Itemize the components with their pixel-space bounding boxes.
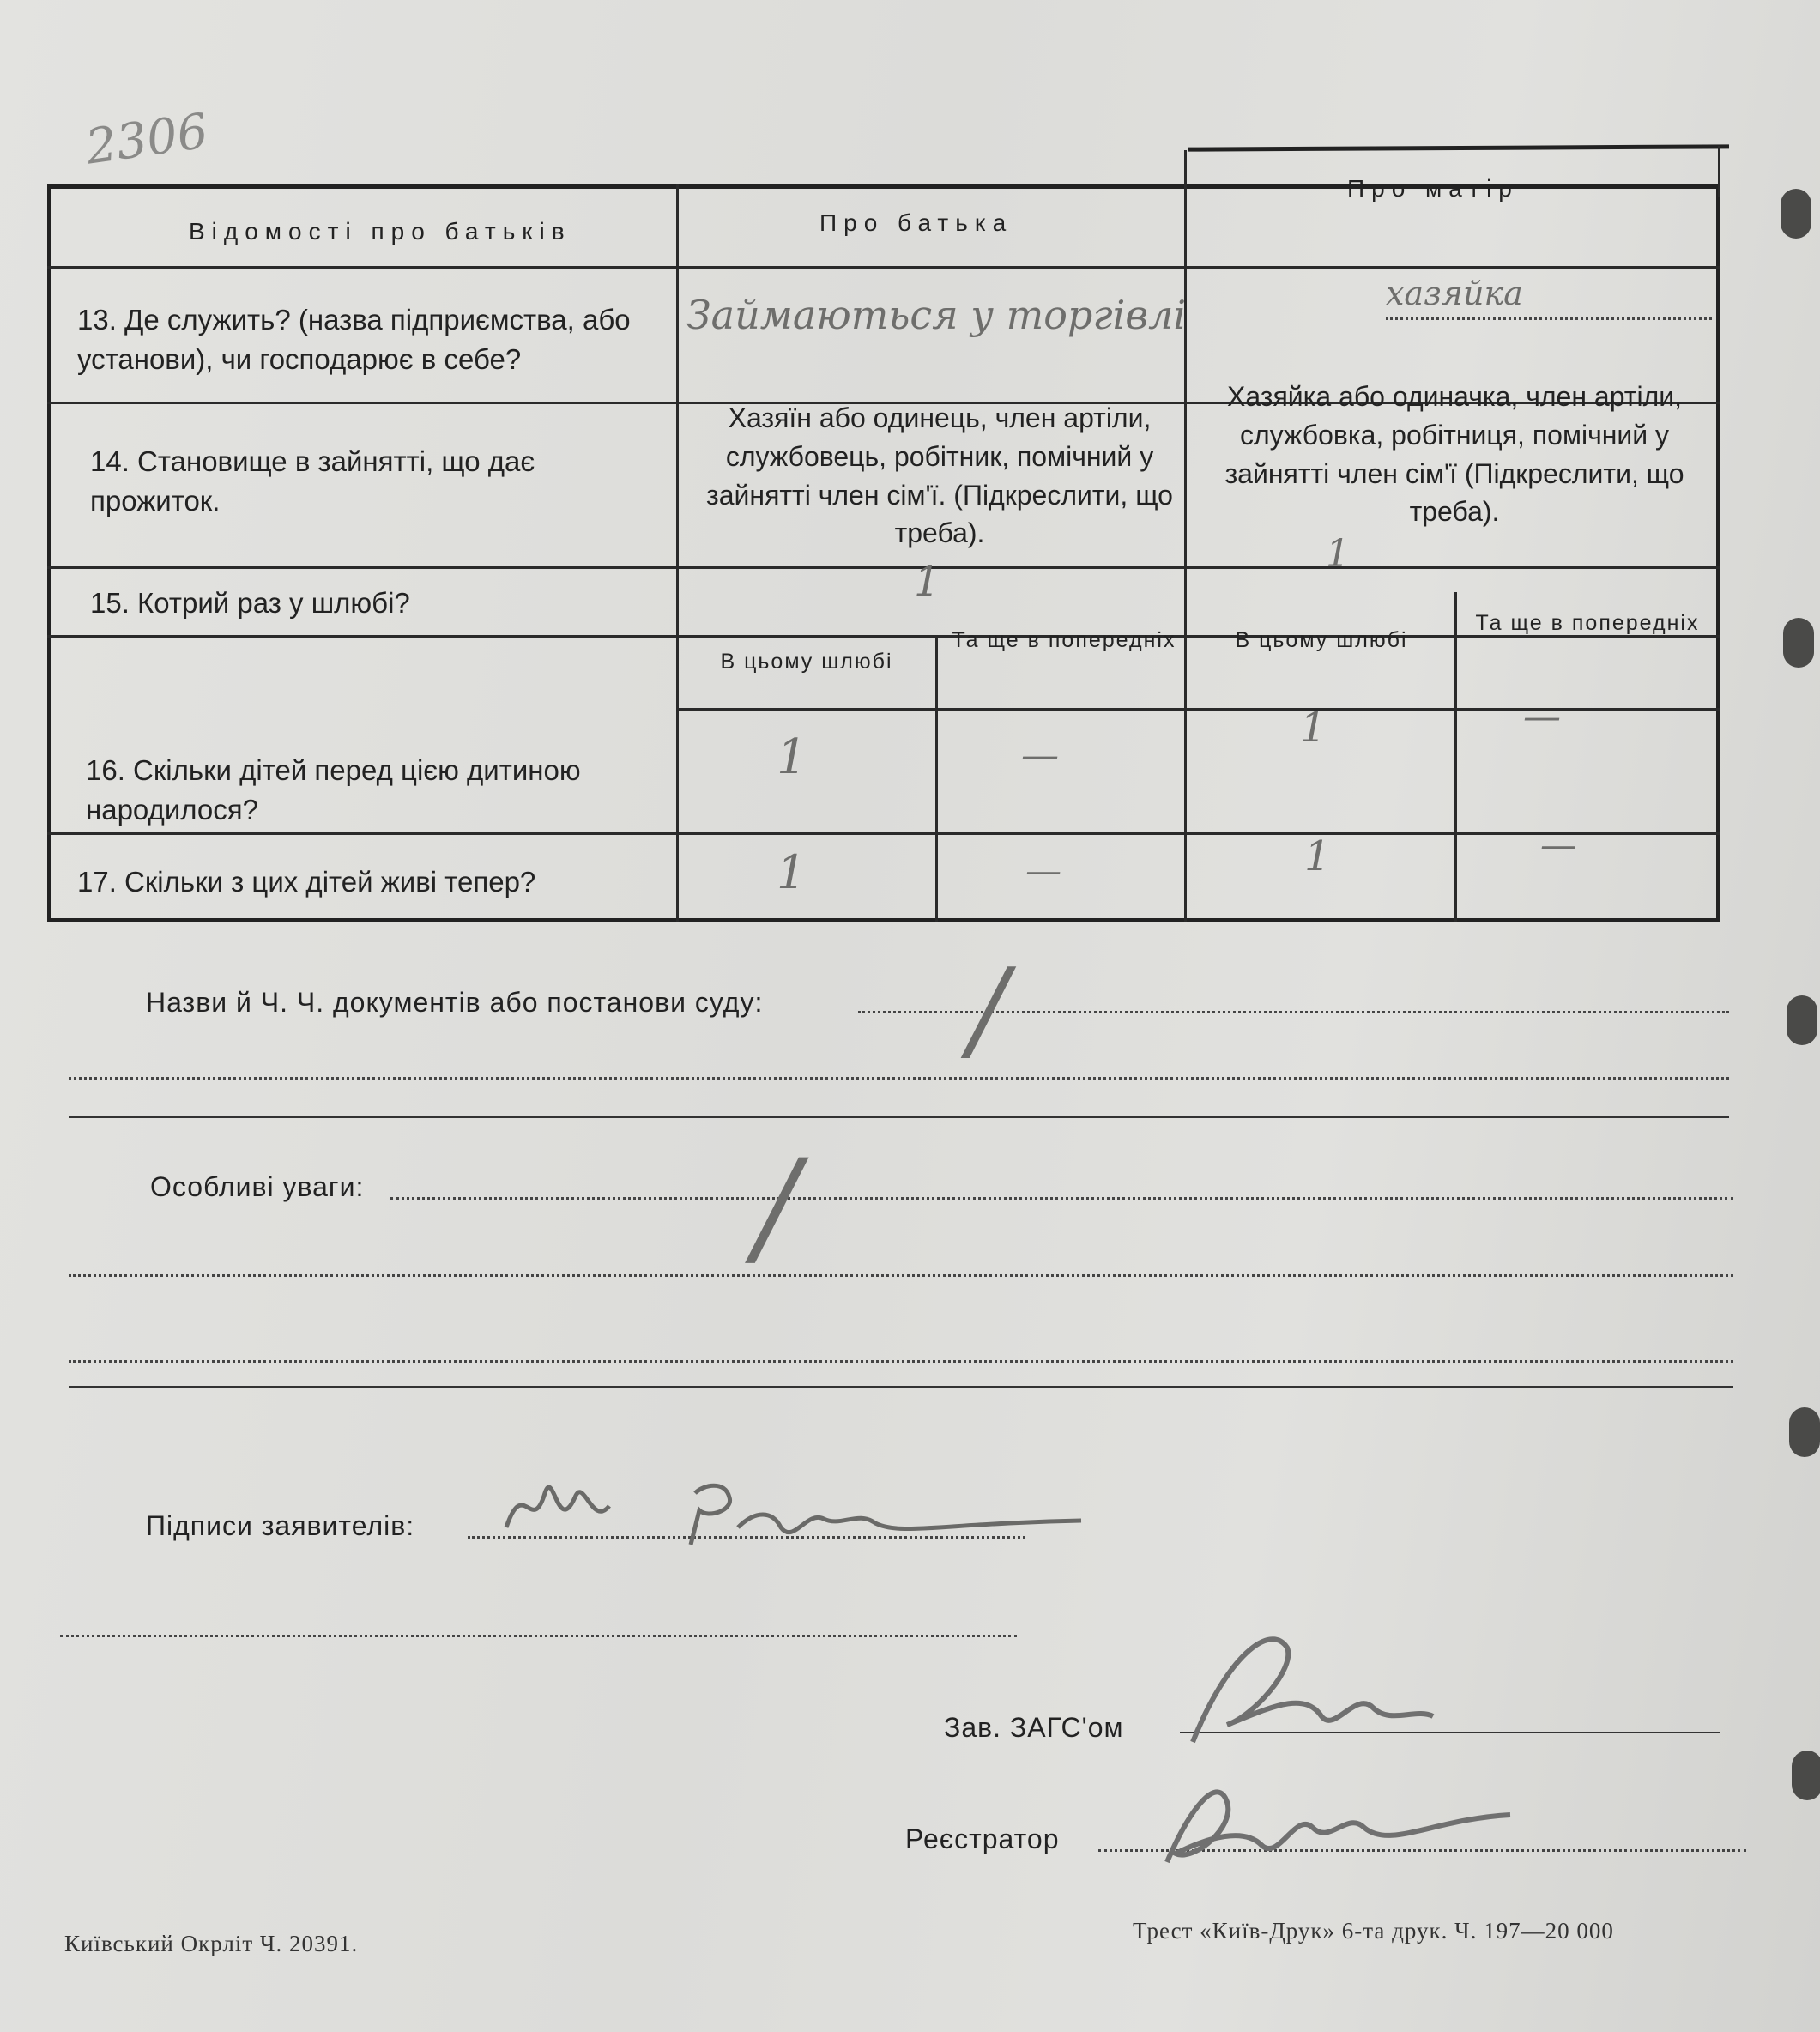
subheader-mother-this: В цьому шлюбі [1235,628,1408,652]
table-border-right [1718,146,1720,197]
punch-hole [1792,1751,1820,1800]
q13-mother-dotline [1386,318,1712,320]
row-divider [47,566,1720,569]
remarks-dotline-3 [69,1360,1733,1363]
col-divider [1184,150,1187,922]
footer-printer-right: Трест «Київ-Друк» 6-та друк. Ч. 197—20 000 [1133,1918,1614,1944]
punch-hole [1781,189,1811,239]
header-mother: Про матір [1347,175,1519,202]
remarks-dotline-2 [69,1274,1733,1277]
q15-father-answer: 1 [914,558,940,606]
subheader-father-prev: Та ще в попередніх [952,628,1176,652]
q13-father-answer: Займаються у торгівлі [686,292,1187,338]
applicant-signature [498,1459,1098,1553]
remarks-label: Особливі уваги: [150,1171,365,1202]
subheader-mother-prev: Та ще в попередніх [1475,611,1700,635]
signatures-label: Підписи заявителів: [146,1510,415,1541]
remarks-dotline [390,1197,1733,1200]
q14-label: 14. Становище в зайнятті, що дає прожиток. [90,445,535,517]
table-frame-top-right [1188,144,1729,151]
punch-hole [1787,995,1817,1045]
subheader-father-this: В цьому шлюбі [720,650,893,674]
row-divider [47,266,1720,269]
parents-info-table [47,146,1729,931]
remarks-separator [69,1386,1733,1388]
documents-label: Назви й Ч. Ч. документів або постанови суду: [146,987,764,1018]
q16-mother-this: 1 [1300,704,1327,752]
q17-father-prev: — [1025,850,1061,892]
q16-father-prev: — [1021,734,1059,777]
col-divider [1454,592,1457,922]
registrar-signature [1141,1768,1519,1879]
q17-mother-this: 1 [1304,832,1331,880]
q16-mother-prev: — [1523,695,1561,739]
q14-father-options: Хазяїн або одинець, член артіли, службовець, робітник, помічний у зайнятті член сім'ї. (Підкреслити, що треба). [706,402,1173,549]
header-parents-info: Відомості про батьків [189,218,571,245]
remarks-value: / [755,1133,799,1282]
q16-label: 16. Скільки дітей перед цією дитиною народилося? [86,754,581,826]
documents-dotline-2 [69,1077,1729,1080]
head-label: Зав. ЗАГС'ом [944,1712,1124,1743]
footer-printer-left: Київський Окрліт Ч. 20391. [64,1931,359,1956]
q17-label: 17. Скільки з цих дітей живі тепер? [77,866,536,898]
q16-father-this: 1 [777,729,807,785]
documents-separator [69,1116,1729,1118]
archive-number: 2306 [82,103,212,176]
col-divider [676,184,679,922]
q17-mother-prev: — [1540,824,1576,866]
q14-mother-options: Хазяйка або одиначка, член артіли, службовка, робітниця, помічний у зайнятті член сім'ї (Підкреслити, що треба). [1224,381,1684,528]
row-divider [47,832,1720,835]
head-signature [1176,1622,1450,1776]
header-father: Про батька [819,209,1013,236]
signatures-dotline-2 [60,1635,1017,1637]
col-divider [935,635,938,922]
q17-father-this: 1 [777,845,807,899]
punch-hole [1789,1407,1820,1457]
row-divider [678,708,1720,711]
q15-mother-answer: 1 [1326,532,1350,576]
punch-hole [1783,618,1814,668]
q13-label: 13. Де служить? (назва підприємства, або установи), чи господарює в себе? [77,304,631,376]
registrar-label: Реєстратор [905,1823,1060,1854]
q15-label: 15. Котрий раз у шлюбі? [90,587,410,619]
q13-mother-answer: хазяйка [1386,275,1523,312]
documents-value: / [970,944,1007,1074]
